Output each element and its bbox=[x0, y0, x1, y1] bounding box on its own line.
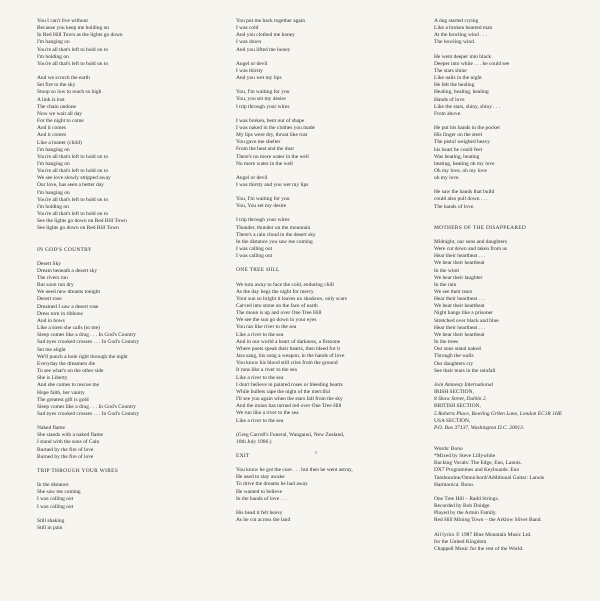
lyric-line: I was thirsty and you wet my lips bbox=[236, 181, 309, 188]
trip-verse-5 bbox=[236, 89, 418, 110]
lyric-line: Like the stars, shiny, shiny . . . bbox=[434, 103, 501, 110]
song-title-mothers-of-the-disappeared: MOTHERS OF THE DISAPPEARED bbox=[434, 224, 527, 231]
lyric-line: In the hands of love . . . bbox=[236, 495, 288, 502]
lyric-line: oh my love. bbox=[434, 175, 460, 182]
lyric-line: Carved into stone on the face of earth bbox=[236, 303, 318, 309]
lyric-line: We hear their laughter bbox=[434, 274, 483, 281]
lyric-line: IRISH SECTION, bbox=[434, 389, 474, 396]
lyric-line: He saw the hands that build bbox=[434, 189, 495, 196]
one-tree-hill-verse bbox=[236, 282, 418, 425]
lyric-line: Because you keep me holding on bbox=[37, 25, 110, 32]
lyric-line: We hear their heartbeat bbox=[434, 260, 485, 267]
song-title-exit: EXIT bbox=[236, 452, 250, 459]
lyric-line: A dog started crying bbox=[434, 18, 479, 24]
column-left bbox=[37, 18, 222, 532]
lyric-line: Angel or devil bbox=[236, 174, 268, 181]
lyric-line: In the distance bbox=[37, 482, 69, 489]
lyric-line: Tambourine/Omnichord/Additional Guitar: Lanois bbox=[434, 474, 545, 481]
lyric-line: Desert Sky bbox=[37, 260, 62, 267]
lyric-line: Set fire to the sky bbox=[37, 82, 76, 89]
lyric-line: But soon run dry bbox=[37, 282, 74, 289]
lyric-line: Played by the Armin Family. bbox=[434, 510, 497, 517]
exit-verse-6 bbox=[434, 189, 594, 210]
lyric-line: Our sons stand naked bbox=[434, 346, 481, 353]
lyric-line: While bullets rape the night of the merciful bbox=[236, 388, 331, 395]
lyric-line: To drive the dreams he had away bbox=[236, 481, 308, 488]
lyric-line: Stoop so low to reach so high bbox=[37, 89, 102, 96]
lyric-line: Stretched over black and blue bbox=[434, 317, 499, 324]
lyric-line: 10th July 1986.) bbox=[236, 438, 272, 445]
lyric-line: Night hangs like a prisoner bbox=[434, 310, 493, 317]
column-right bbox=[434, 18, 594, 553]
lyric-line: To see what's on the other side bbox=[37, 368, 104, 375]
lyric-line: his heart he could feel bbox=[434, 146, 483, 153]
lyric-line: P.O. Box 37137, Washington D.C. 20013. bbox=[434, 424, 525, 431]
lyric-line: Our daughters cry bbox=[434, 360, 474, 367]
lyric-line: The howling wind. bbox=[434, 39, 476, 46]
lyric-line: Red Hill Mining Town – the Arklow Silver Band. bbox=[434, 517, 542, 524]
lyric-line: Join Amnesty International bbox=[434, 381, 494, 388]
lyric-line: I was calling out bbox=[37, 496, 74, 503]
lyric-line: We hear their heartbeat bbox=[434, 331, 485, 338]
lyric-line: Deeper into white . . . he could see bbox=[434, 60, 510, 67]
lyric-line: I'm holding on bbox=[37, 203, 69, 210]
lyric-line: Midnight, our sons and daughters bbox=[434, 238, 507, 245]
lyric-line: His finger on the steel bbox=[434, 132, 483, 139]
lyric-line: And you lifted me honey bbox=[236, 46, 291, 53]
exit-verse-3 bbox=[434, 18, 594, 47]
lyric-line: The stars shine bbox=[434, 67, 467, 74]
lyric-line: She saw me coming bbox=[37, 489, 81, 496]
lyric-line: And the moon has turned red over One Tree Hill bbox=[236, 403, 342, 410]
lyric-line: Your sun so bright it leaves no shadows, only scars bbox=[236, 295, 347, 302]
in-gods-country-verse-1 bbox=[37, 261, 222, 418]
lyric-line: Like a broken hearted man bbox=[434, 25, 493, 32]
lyric-line: Like a river to the sea bbox=[236, 331, 284, 338]
exit-verse-4 bbox=[434, 54, 594, 118]
lyric-line: Jara sang, his song a weapon, in the hands of love bbox=[236, 353, 345, 360]
lyric-line: I don't believe in painted roses or bleeding hearts bbox=[236, 381, 343, 388]
lyric-line: Dreamed I saw a desert rose bbox=[37, 303, 99, 310]
in-gods-country-verse-2 bbox=[37, 425, 222, 461]
amnesty-address bbox=[434, 382, 594, 432]
lyric-line: Hear their heartbeat . . . bbox=[434, 253, 486, 260]
lyric-line: I'm hanging on bbox=[37, 160, 70, 167]
lyric-line: All lyrics © 1987 Blue Mountain Music Ltd. bbox=[434, 531, 532, 538]
lyric-line: There's a rain cloud in the desert sky bbox=[236, 231, 316, 238]
lyric-line: Hope faith, her vanity bbox=[37, 389, 85, 396]
lyric-line: Like a siren she calls (to me) bbox=[37, 325, 100, 332]
lyric-line: The chain undone bbox=[37, 103, 76, 110]
lyric-line: Our love, has seen a better day bbox=[37, 182, 104, 189]
lyric-line: And it comes bbox=[37, 132, 66, 139]
lyric-line: Still in pain bbox=[37, 524, 63, 531]
lyric-line: Thunder, thunder on the mountain bbox=[236, 224, 311, 231]
lyric-line: We need new dreams tonight bbox=[37, 289, 100, 296]
lyric-line: You ran like river to the sea bbox=[236, 324, 297, 331]
trip-verse-3 bbox=[236, 18, 418, 54]
lyric-line: 8 Shaw Street, Dublin 2. bbox=[434, 396, 487, 403]
lyric-line: Hands of love bbox=[434, 96, 465, 103]
lyric-line: You're all that's left to hold on to bbox=[37, 211, 109, 218]
lyric-line: I trip through your wires bbox=[236, 217, 290, 224]
one-tree-hill-dedication bbox=[236, 432, 418, 446]
lyric-line: DX7 Programmes and Keyboards: Eno bbox=[434, 467, 520, 474]
lyric-line: Like a river to the sea bbox=[236, 417, 284, 424]
lyric-line: I trip through your wires bbox=[236, 103, 290, 110]
lyric-line: I was calling out bbox=[37, 503, 74, 510]
lyric-line: The greatest gift is gold bbox=[37, 396, 89, 403]
lyric-line: Sad eyes crooked crosses . . . In God's Country bbox=[37, 410, 140, 417]
lyric-line: We see love slowly stripped away bbox=[37, 175, 111, 182]
lyric-line: I'm hanging on bbox=[37, 146, 70, 153]
lyric-line: Dress torn in ribbons bbox=[37, 310, 83, 317]
lyric-line: Recorded by Bob Doidge. bbox=[434, 503, 491, 510]
lyric-line: You're all that's left to hold on to bbox=[37, 196, 109, 203]
lyric-line: Naked flame bbox=[37, 425, 65, 432]
lyric-line: Healing, healing, healing bbox=[434, 89, 489, 96]
lyric-line: He put his hands in the pocket bbox=[434, 125, 500, 132]
exit-verse-2 bbox=[236, 510, 418, 524]
lyric-line: She is Liberty bbox=[37, 375, 68, 382]
lyric-line: *Mixed by Steve Lillywhite bbox=[434, 453, 496, 460]
lyric-line: I was thirsty bbox=[236, 67, 263, 74]
lyric-line: could also pull down . . . bbox=[434, 196, 488, 203]
lyric-line: We'll punch a hole right through the night bbox=[37, 353, 128, 360]
lyric-line: Sleep comes like a drug . . . In God's Country bbox=[37, 332, 136, 339]
lyric-line: I'm holding on bbox=[37, 53, 69, 60]
credits-musicians bbox=[434, 446, 594, 489]
lyric-line: We turn away to face the cold, enduring chill bbox=[236, 281, 334, 288]
lyric-line: And in our world a heart of darkness, a firezone bbox=[236, 338, 341, 345]
lyric-line: Like a hunter (child) bbox=[37, 139, 82, 146]
lyric-line: Still shaking bbox=[37, 517, 65, 524]
lyric-line: You, I'm waiting for you bbox=[236, 196, 290, 203]
lyric-line: In the distance you saw me coming bbox=[236, 238, 313, 245]
lyric-line: Everyday the dreamers die bbox=[37, 360, 96, 367]
lyric-line: And you wet my lips bbox=[236, 75, 282, 82]
lyric-line: Sleep comes like a drug . . . In God's Country bbox=[37, 403, 136, 410]
trip-verse-4 bbox=[236, 61, 418, 82]
lyric-line: We hear their heartbeat bbox=[434, 303, 485, 310]
lyric-line: He wanted to believe bbox=[236, 488, 283, 495]
lyric-line: Words: Bono bbox=[434, 445, 463, 452]
lyric-line: I was naked in the clothes you made bbox=[236, 124, 315, 131]
lyric-line: beating, beating oh my love bbox=[434, 160, 495, 167]
lyric-line: Were cut down and taken from us bbox=[434, 246, 508, 253]
lyric-line: Hear their heartbeat . . . bbox=[434, 296, 486, 303]
lyric-line: I'll see you again when the stars fall from the sky bbox=[236, 396, 343, 403]
lyric-line: He used to stay awake bbox=[236, 474, 285, 481]
lyric-line: Angel or devil bbox=[236, 60, 268, 67]
lyric-line: See lights go down on Red Hill Town bbox=[37, 225, 119, 232]
lyric-line: You're all that's left to hold on to bbox=[37, 168, 109, 175]
lyric-line: Harmonica: Bono. bbox=[434, 481, 475, 488]
lyric-line: BRITISH SECTION, bbox=[434, 403, 481, 410]
lyric-line: I'm hanging on bbox=[37, 39, 70, 46]
lyric-line: She stands with a naked flame bbox=[37, 432, 103, 439]
trip-verse-8 bbox=[236, 196, 418, 210]
song-title-trip-through-your-wires: TRIP THROUGH YOUR WIRES bbox=[37, 467, 119, 474]
lyric-line: Oh my love, oh my love bbox=[434, 167, 487, 174]
lyric-line: As he cut across the land bbox=[236, 517, 291, 524]
lyric-line: And it comes bbox=[37, 125, 66, 132]
lyric-line: You put me back together again bbox=[236, 18, 306, 24]
lyric-line: For the night to come bbox=[37, 118, 84, 125]
lyric-line: I was calling out bbox=[236, 246, 273, 253]
lyric-line: Burned by the fire of love bbox=[37, 446, 94, 453]
lyric-line: You I can't live without bbox=[37, 18, 88, 24]
mothers-verse bbox=[434, 239, 594, 375]
lyric-line: His head it felt heavy bbox=[236, 509, 283, 516]
lyric-line: You gave me shelter bbox=[236, 139, 281, 146]
lyric-line: In the trees bbox=[434, 339, 459, 346]
lyric-line: I'm hanging on bbox=[37, 189, 70, 196]
lyric-line: You, I'm waiting for you bbox=[236, 89, 290, 96]
lyric-line: I stand with the sons of Cain bbox=[37, 439, 100, 446]
lyric-line: You, You set my desire bbox=[236, 203, 287, 210]
lyric-line: (Greg Carroll's Funeral, Wanganui, New Zealand, bbox=[236, 431, 345, 438]
lyric-line: And you clothed me honey bbox=[236, 32, 295, 39]
lyric-line: Sad eyes crooked crosses . . . In God's Country bbox=[37, 339, 140, 346]
lyric-line: Dream beneath a desert sky bbox=[37, 267, 98, 274]
lyric-line: Like a river to the sea bbox=[236, 374, 284, 381]
lyric-line: You're all that's left to hold on to bbox=[37, 60, 109, 67]
lyric-line: From the heat and the dust bbox=[236, 146, 294, 153]
credits-recording bbox=[434, 496, 594, 525]
credits-copyright bbox=[434, 532, 594, 553]
lyric-line: We run like a river to the sea bbox=[236, 410, 299, 417]
lyric-line: I was cold bbox=[236, 25, 259, 32]
lyric-line: And she comes to rescue me bbox=[37, 382, 100, 389]
exit-verse-1 bbox=[236, 467, 418, 503]
lyric-line: You're all that's left to hold on to bbox=[37, 46, 109, 53]
lyric-line: A link is lost bbox=[37, 96, 65, 103]
lyric-line: And in bows bbox=[37, 317, 65, 324]
lyric-line: My lips were dry, throat like rust bbox=[236, 132, 308, 139]
lyric-line: In the rain bbox=[434, 281, 457, 288]
lyric-line: Desert rose bbox=[37, 296, 62, 303]
lyric-line: Burned by the fire of love bbox=[37, 453, 94, 460]
lyric-line: Where poets speak their hearts, then bleed for it bbox=[236, 345, 341, 352]
red-hill-verse-2 bbox=[37, 75, 222, 232]
lyric-line: Was beating, beating bbox=[434, 153, 480, 160]
lyric-line: He went deeper into black bbox=[434, 53, 492, 60]
lyric-line: You're all that's left to hold on to bbox=[37, 153, 109, 160]
lyric-line: The moon is up and over One Tree Hill bbox=[236, 310, 322, 317]
lyric-line: From above. bbox=[434, 110, 462, 117]
lyric-line: It runs like a river to the sea bbox=[236, 367, 297, 374]
lyric-line: The hands of love. bbox=[434, 203, 475, 210]
lyric-line: In Red Hill Town as the lights go down bbox=[37, 32, 123, 39]
lyric-line: Chappell Music for the rest of the World. bbox=[434, 545, 524, 552]
lyric-line: I was broken, bent out of shape bbox=[236, 117, 305, 124]
lyric-line: I was down bbox=[236, 39, 262, 46]
lyric-line: Hear their heartbeat . . . bbox=[434, 324, 486, 331]
trip-verse-9 bbox=[236, 217, 418, 260]
lyric-line: 5 Roberts Place, Bowling Gr8en Lane, London EC1R 1HE bbox=[434, 410, 563, 417]
trip-verse-2 bbox=[37, 518, 222, 532]
lyric-line: You know he got the cure . . . but then he went astray, bbox=[236, 467, 353, 474]
lyric-line: See the lights go down on Red Hill Town bbox=[37, 218, 127, 225]
lyric-line: The rivers run bbox=[37, 275, 68, 281]
pencil-mark: v bbox=[315, 451, 318, 456]
lyric-line: Like nails in the night bbox=[434, 75, 482, 82]
trip-verse-1 bbox=[37, 482, 222, 511]
trip-verse-6 bbox=[236, 118, 418, 168]
lyric-line: We see the sun go down in your eyes bbox=[236, 317, 317, 324]
column-middle bbox=[236, 18, 418, 524]
song-title-one-tree-hill: ONE TREE HILL bbox=[236, 267, 280, 274]
lyric-line: The pistol weighed heavy bbox=[434, 139, 491, 146]
lyric-line: As the day begs the night for mercy bbox=[236, 288, 314, 295]
lyric-line: One Tree Hill – Radd Strings. bbox=[434, 495, 499, 502]
lyric-line: And we scorch the earth bbox=[37, 75, 90, 82]
trip-verse-7 bbox=[236, 175, 418, 189]
lyric-line: No more water in the well bbox=[236, 160, 293, 167]
lyric-line: USA SECTION, bbox=[434, 417, 471, 424]
lyric-line: See their tears in the rainfall bbox=[434, 367, 496, 374]
lyric-line: Set me alight bbox=[37, 346, 66, 353]
red-hill-verse-1 bbox=[37, 18, 222, 68]
lyric-line: At the howling wind . . . bbox=[434, 32, 488, 39]
lyric-line: He felt the healing bbox=[434, 82, 475, 89]
lyric-line: You know his blood still cries from the ground bbox=[236, 360, 338, 367]
lyric-line: Now we wait all day bbox=[37, 110, 82, 117]
lyric-line: Backing Vocals: The Edge, Eno, Lanois. bbox=[434, 460, 522, 467]
lyric-line: Through the walls bbox=[434, 353, 474, 360]
lyric-line: We see their tears bbox=[434, 289, 473, 295]
exit-verse-5 bbox=[434, 125, 594, 182]
lyric-line: You, you set my desire bbox=[236, 96, 286, 103]
song-title-in-gods-country: IN GOD'S COUNTRY bbox=[37, 246, 93, 253]
lyric-line: I was calling out bbox=[236, 253, 273, 260]
lyric-line: There's no more water in the well bbox=[236, 153, 309, 160]
lyric-line: for the United Kingdom bbox=[434, 538, 487, 545]
lyric-line: In the wind bbox=[434, 267, 459, 274]
